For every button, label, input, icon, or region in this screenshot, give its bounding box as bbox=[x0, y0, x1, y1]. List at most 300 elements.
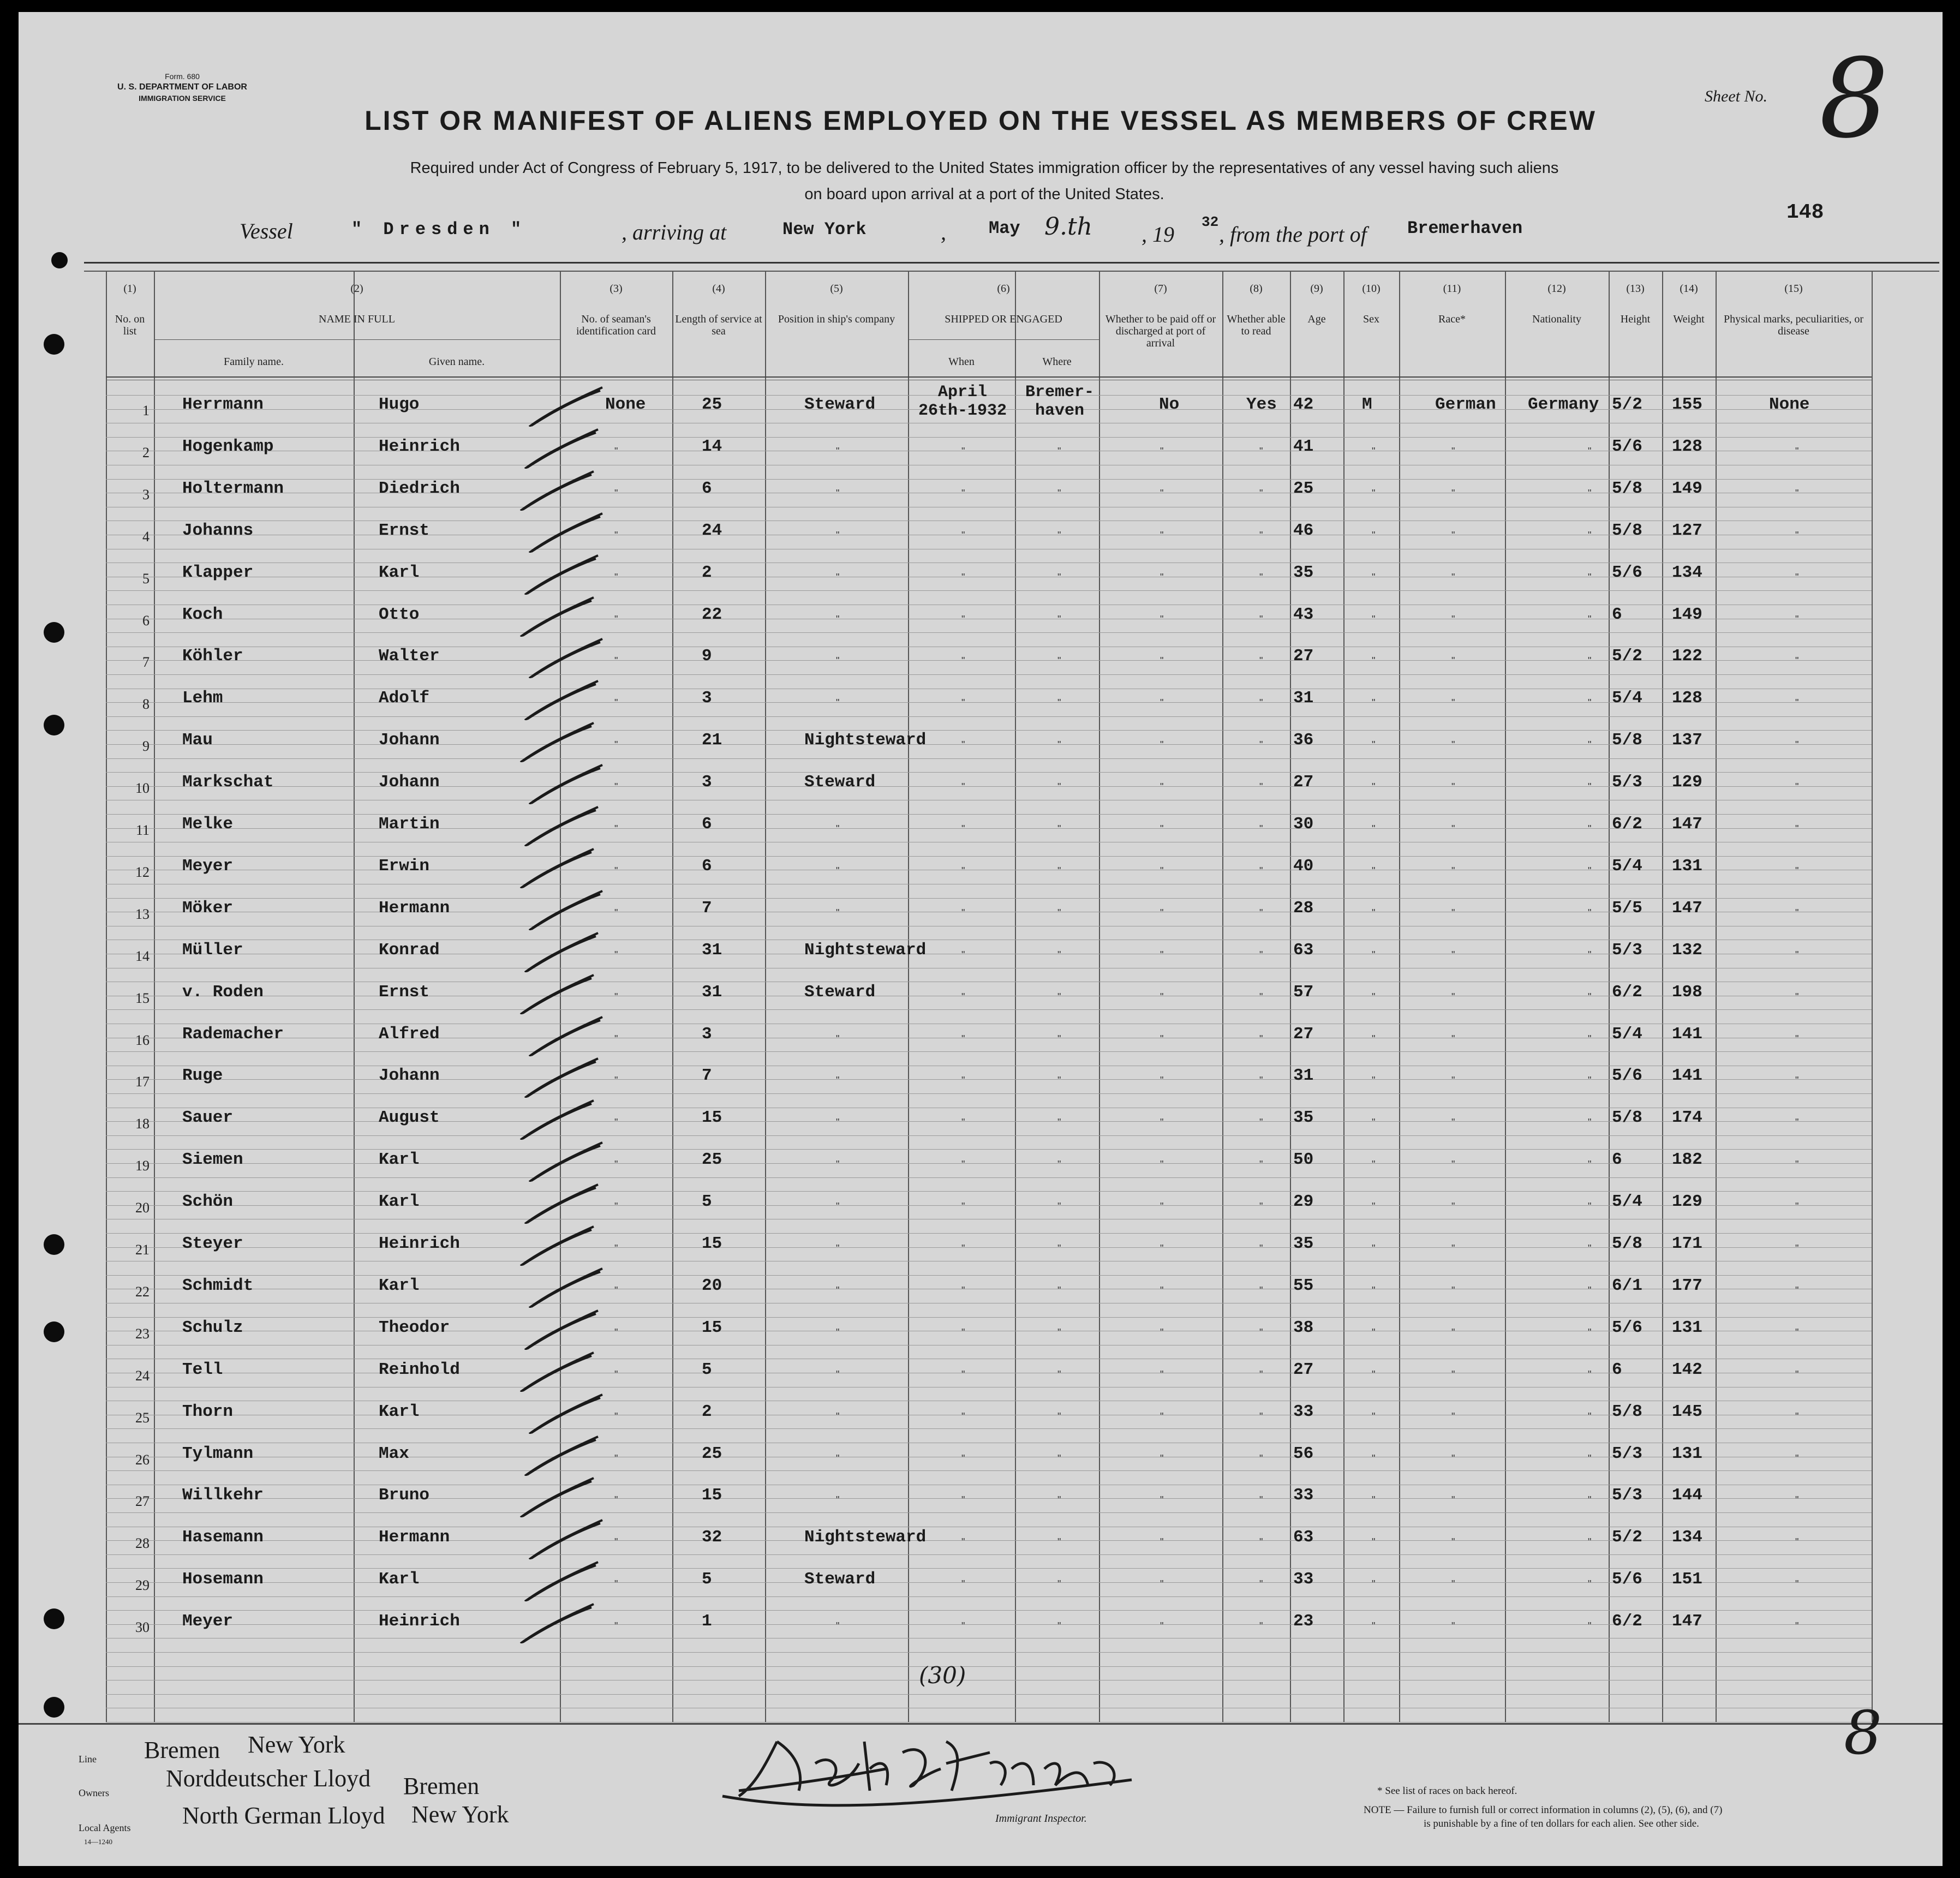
ditto-mark: " bbox=[1795, 697, 1799, 708]
inspector-label: Immigrant Inspector. bbox=[995, 1813, 1087, 1825]
cell-family: Hogenkamp bbox=[182, 437, 274, 456]
ditto-mark: " bbox=[1057, 1201, 1061, 1212]
ditto-mark: " bbox=[1795, 1369, 1799, 1380]
row-number: 10 bbox=[135, 780, 150, 796]
cell-height: 5/5 bbox=[1612, 899, 1642, 918]
cell-service: 3 bbox=[702, 1025, 712, 1044]
row-number: 13 bbox=[135, 906, 150, 922]
ditto-mark: " bbox=[1588, 1494, 1592, 1505]
cell-family: Sauer bbox=[182, 1108, 234, 1127]
check-mark bbox=[526, 1516, 608, 1559]
ditto-mark: " bbox=[1160, 1411, 1164, 1422]
cell-family: Meyer bbox=[182, 1612, 234, 1631]
cell-weight: 151 bbox=[1672, 1570, 1702, 1589]
ditto-mark: " bbox=[836, 1494, 840, 1505]
ditto-mark: " bbox=[961, 949, 965, 960]
ditto-mark: " bbox=[1372, 1578, 1376, 1589]
check-mark bbox=[522, 425, 603, 469]
column-rule bbox=[154, 272, 155, 1722]
cell-weight: 129 bbox=[1672, 773, 1702, 792]
cell-age: 43 bbox=[1293, 605, 1314, 624]
ditto-mark: " bbox=[961, 530, 965, 541]
ditto-mark: " bbox=[1795, 530, 1799, 541]
row-number: 3 bbox=[142, 487, 150, 503]
column-number: (6) bbox=[997, 283, 1010, 295]
ruled-line bbox=[106, 1317, 1872, 1318]
cell-weight: 141 bbox=[1672, 1066, 1702, 1085]
ditto-mark: " bbox=[1795, 1578, 1799, 1589]
cell-card: None bbox=[605, 395, 646, 414]
ditto-mark: " bbox=[1372, 1620, 1376, 1631]
cell-weight: 131 bbox=[1672, 1444, 1702, 1463]
ditto-mark: " bbox=[1372, 739, 1376, 750]
ditto-mark: " bbox=[1057, 1243, 1061, 1254]
ruled-line bbox=[106, 828, 1872, 829]
check-mark bbox=[526, 1390, 608, 1434]
cell-service: 5 bbox=[702, 1192, 712, 1211]
cell-family: Holtermann bbox=[182, 479, 284, 498]
cell-paid_off: No bbox=[1159, 395, 1180, 414]
ditto-mark: " bbox=[1795, 572, 1799, 583]
ditto-mark: " bbox=[1451, 1620, 1455, 1631]
ditto-mark: " bbox=[836, 1285, 840, 1296]
ditto-mark: " bbox=[1588, 949, 1592, 960]
ditto-mark: " bbox=[836, 1033, 840, 1044]
punch-hole bbox=[44, 334, 64, 355]
ditto-mark: " bbox=[1057, 488, 1061, 499]
cell-read: Yes bbox=[1246, 395, 1277, 414]
column-header: Weight bbox=[1673, 313, 1705, 325]
row-number: 21 bbox=[135, 1242, 150, 1258]
ditto-mark: " bbox=[1259, 1327, 1263, 1338]
ditto-mark: " bbox=[1372, 1033, 1376, 1044]
cell-age: 28 bbox=[1293, 899, 1314, 918]
ditto-mark: " bbox=[1160, 1536, 1164, 1547]
cell-weight: 122 bbox=[1672, 647, 1702, 666]
ditto-mark: " bbox=[1451, 823, 1455, 834]
ditto-mark: " bbox=[961, 1536, 965, 1547]
cell-given: Walter bbox=[379, 647, 440, 666]
ditto-mark: " bbox=[1160, 1159, 1164, 1170]
cell-given: Hermann bbox=[379, 899, 450, 918]
ditto-mark: " bbox=[1160, 1494, 1164, 1505]
ditto-mark: " bbox=[614, 1201, 618, 1212]
ruled-line bbox=[106, 1582, 1872, 1583]
ditto-mark: " bbox=[961, 1033, 965, 1044]
cell-age: 27 bbox=[1293, 1360, 1314, 1379]
cell-nationality: Germany bbox=[1528, 395, 1599, 414]
ditto-mark: " bbox=[1057, 1536, 1061, 1547]
sheet-no-label: Sheet No. bbox=[1705, 87, 1767, 105]
column-subheader: Given name. bbox=[428, 356, 485, 368]
column-rule bbox=[1099, 272, 1100, 1722]
check-mark bbox=[517, 1474, 599, 1517]
ruled-line bbox=[106, 1275, 1872, 1276]
cell-given: Reinhold bbox=[379, 1360, 460, 1379]
column-header: Whether able to read bbox=[1227, 313, 1286, 337]
ditto-mark: " bbox=[1259, 1159, 1263, 1170]
check-mark bbox=[522, 551, 603, 595]
ruled-line bbox=[106, 1163, 1872, 1164]
ditto-mark: " bbox=[1451, 697, 1455, 708]
cell-given: Bruno bbox=[379, 1486, 430, 1505]
ditto-mark: " bbox=[1451, 1411, 1455, 1422]
ruled-line bbox=[106, 1079, 1872, 1080]
ditto-mark: " bbox=[961, 1117, 965, 1128]
cell-service: 15 bbox=[702, 1234, 722, 1253]
ditto-mark: " bbox=[1259, 1075, 1263, 1086]
ditto-mark: " bbox=[1160, 1033, 1164, 1044]
ruled-line bbox=[106, 856, 1872, 857]
ditto-mark: " bbox=[836, 823, 840, 834]
ditto-mark: " bbox=[961, 907, 965, 918]
ruled-line bbox=[106, 1191, 1872, 1192]
cell-age: 33 bbox=[1293, 1570, 1314, 1589]
cell-family: Siemen bbox=[182, 1150, 243, 1169]
ditto-mark: " bbox=[1588, 488, 1592, 499]
line-destination: New York bbox=[248, 1731, 345, 1758]
cell-height: 5/3 bbox=[1612, 773, 1642, 792]
ditto-mark: " bbox=[1451, 949, 1455, 960]
cell-position: Steward bbox=[804, 773, 876, 792]
column-rule bbox=[354, 272, 355, 1722]
cell-family: Hosemann bbox=[182, 1570, 264, 1589]
ditto-mark: " bbox=[836, 655, 840, 666]
ditto-mark: " bbox=[614, 1536, 618, 1547]
column-rule bbox=[672, 272, 673, 1722]
arrival-month: May bbox=[989, 218, 1020, 238]
cell-age: 31 bbox=[1293, 689, 1314, 708]
ditto-mark: " bbox=[836, 614, 840, 625]
row-number: 17 bbox=[135, 1074, 150, 1090]
cell-age: 35 bbox=[1293, 1108, 1314, 1127]
check-mark bbox=[522, 1180, 603, 1224]
sheet-number-footer: 8 bbox=[1844, 1698, 1882, 1768]
ditto-mark: " bbox=[614, 697, 618, 708]
ditto-mark: " bbox=[1795, 907, 1799, 918]
check-mark bbox=[517, 845, 599, 888]
cell-given: Heinrich bbox=[379, 1234, 460, 1253]
ditto-mark: " bbox=[1588, 1243, 1592, 1254]
ditto-mark: " bbox=[1451, 655, 1455, 666]
column-rule bbox=[1505, 272, 1506, 1722]
service: IMMIGRATION SERVICE bbox=[139, 94, 226, 103]
ditto-mark: " bbox=[1372, 949, 1376, 960]
ditto-mark: " bbox=[1057, 614, 1061, 625]
ditto-mark: " bbox=[614, 655, 618, 666]
column-number: (4) bbox=[712, 283, 725, 295]
arriving-label: , arriving at bbox=[622, 220, 727, 244]
cell-given: Heinrich bbox=[379, 437, 460, 456]
cell-position: Nightsteward bbox=[804, 1528, 927, 1547]
check-mark bbox=[526, 761, 608, 804]
ditto-mark: " bbox=[1588, 1075, 1592, 1086]
cell-given: Karl bbox=[379, 1276, 420, 1295]
cell-age: 41 bbox=[1293, 437, 1314, 456]
ditto-mark: " bbox=[961, 1369, 965, 1380]
row-number: 27 bbox=[135, 1493, 150, 1509]
row-number: 1 bbox=[142, 403, 150, 418]
ditto-mark: " bbox=[1160, 907, 1164, 918]
cell-given: Karl bbox=[379, 1192, 420, 1211]
cell-given: Hugo bbox=[379, 395, 420, 414]
ditto-mark: " bbox=[1057, 991, 1061, 1002]
cell-height: 5/8 bbox=[1612, 1402, 1642, 1421]
ditto-mark: " bbox=[1451, 614, 1455, 625]
column-header: Age bbox=[1307, 313, 1326, 325]
ditto-mark: " bbox=[1160, 1243, 1164, 1254]
ditto-mark: " bbox=[1259, 614, 1263, 625]
ditto-mark: " bbox=[1259, 488, 1263, 499]
cell-height: 5/4 bbox=[1612, 1025, 1642, 1044]
ditto-mark: " bbox=[1259, 1578, 1263, 1589]
ditto-mark: " bbox=[1057, 1620, 1061, 1631]
ditto-mark: " bbox=[1160, 530, 1164, 541]
cell-given: Ernst bbox=[379, 983, 430, 1002]
ditto-mark: " bbox=[1795, 1117, 1799, 1128]
ditto-mark: " bbox=[1795, 949, 1799, 960]
ditto-mark: " bbox=[961, 1578, 965, 1589]
cell-height: 5/4 bbox=[1612, 1192, 1642, 1211]
year-prefix: , 19 bbox=[1142, 222, 1174, 247]
ditto-mark: " bbox=[1160, 739, 1164, 750]
ruled-line bbox=[106, 786, 1872, 787]
column-number: (9) bbox=[1310, 283, 1323, 295]
ditto-mark: " bbox=[1259, 530, 1263, 541]
ditto-mark: " bbox=[961, 1620, 965, 1631]
row-number: 12 bbox=[135, 864, 150, 880]
subtitle-line-1: Required under Act of Congress of February 5, 1917, to be delivered to the United States immigration officer by the representatives of any vessel having such aliens bbox=[410, 159, 1559, 177]
column-rule bbox=[1872, 272, 1873, 1722]
ditto-mark: " bbox=[1259, 781, 1263, 792]
row-number: 28 bbox=[135, 1535, 150, 1551]
row-number: 24 bbox=[135, 1368, 150, 1384]
ditto-mark: " bbox=[1160, 488, 1164, 499]
ditto-mark: " bbox=[1057, 655, 1061, 666]
ditto-mark: " bbox=[836, 1327, 840, 1338]
cell-service: 6 bbox=[702, 857, 712, 876]
cell-given: Karl bbox=[379, 563, 420, 582]
ruled-line bbox=[106, 1694, 1872, 1695]
cell-marks: None bbox=[1769, 395, 1810, 414]
ditto-mark: " bbox=[1259, 1620, 1263, 1631]
cell-height: 5/6 bbox=[1612, 437, 1642, 456]
column-number: (2) bbox=[350, 283, 363, 295]
ditto-mark: " bbox=[836, 1369, 840, 1380]
ruled-line bbox=[106, 702, 1872, 703]
arrival-day: 9.th bbox=[1044, 213, 1092, 241]
cell-height: 5/6 bbox=[1612, 1066, 1642, 1085]
ditto-mark: " bbox=[961, 1411, 965, 1422]
ditto-mark: " bbox=[1795, 614, 1799, 625]
ditto-mark: " bbox=[836, 530, 840, 541]
check-mark bbox=[517, 1348, 599, 1392]
cell-position: Steward bbox=[804, 1570, 876, 1589]
ditto-mark: " bbox=[1160, 865, 1164, 876]
cell-weight: 142 bbox=[1672, 1360, 1702, 1379]
ditto-mark: " bbox=[1160, 991, 1164, 1002]
ruled-line bbox=[106, 1610, 1872, 1611]
ditto-mark: " bbox=[836, 1075, 840, 1086]
ditto-mark: " bbox=[1588, 1411, 1592, 1422]
cell-given: Heinrich bbox=[379, 1612, 460, 1631]
ditto-mark: " bbox=[1588, 1453, 1592, 1464]
cell-weight: 128 bbox=[1672, 689, 1702, 708]
column-number: (10) bbox=[1362, 283, 1381, 295]
ditto-mark: " bbox=[1372, 781, 1376, 792]
cell-service: 6 bbox=[702, 479, 712, 498]
cell-weight: 171 bbox=[1672, 1234, 1702, 1253]
ditto-mark: " bbox=[1259, 446, 1263, 457]
cell-family: Mau bbox=[182, 731, 213, 750]
ditto-mark: " bbox=[961, 1285, 965, 1296]
check-mark bbox=[517, 719, 599, 762]
cell-height: 5/8 bbox=[1612, 731, 1642, 750]
ditto-mark: " bbox=[1259, 1536, 1263, 1547]
page-subtitle bbox=[248, 155, 1721, 207]
ditto-mark: " bbox=[1259, 572, 1263, 583]
cell-family: Steyer bbox=[182, 1234, 243, 1253]
ditto-mark: " bbox=[1795, 488, 1799, 499]
check-mark bbox=[517, 1600, 599, 1643]
column-rule bbox=[1399, 272, 1400, 1722]
ditto-mark: " bbox=[961, 655, 965, 666]
check-mark bbox=[517, 971, 599, 1014]
cell-height: 5/3 bbox=[1612, 941, 1642, 960]
cell-height: 6/2 bbox=[1612, 815, 1642, 834]
ditto-mark: " bbox=[961, 781, 965, 792]
ditto-mark: " bbox=[1372, 1159, 1376, 1170]
arrival-port: New York bbox=[782, 219, 867, 240]
ruled-line bbox=[106, 1135, 1872, 1136]
ditto-mark: " bbox=[1588, 1117, 1592, 1128]
cell-family: Müller bbox=[182, 941, 243, 960]
ditto-mark: " bbox=[1057, 572, 1061, 583]
cell-family: Koch bbox=[182, 605, 223, 624]
ditto-mark: " bbox=[1451, 1327, 1455, 1338]
cell-given: Otto bbox=[379, 605, 420, 624]
ditto-mark: " bbox=[1451, 1369, 1455, 1380]
fine-note-line-2: is punishable by a fine of ten dollars for each alien. See other side. bbox=[1424, 1818, 1699, 1829]
column-number: (1) bbox=[123, 283, 136, 295]
cell-age: 63 bbox=[1293, 1528, 1314, 1547]
cell-given: Erwin bbox=[379, 857, 430, 876]
cell-given: Max bbox=[379, 1444, 409, 1463]
ditto-mark: " bbox=[1160, 949, 1164, 960]
ditto-mark: " bbox=[614, 614, 618, 625]
ditto-mark: " bbox=[836, 446, 840, 457]
ditto-mark: " bbox=[1372, 614, 1376, 625]
ditto-mark: " bbox=[1372, 1117, 1376, 1128]
column-number: (15) bbox=[1784, 283, 1803, 295]
ditto-mark: " bbox=[961, 739, 965, 750]
ditto-mark: " bbox=[1451, 1453, 1455, 1464]
ditto-mark: " bbox=[1057, 1578, 1061, 1589]
cell-service: 25 bbox=[702, 395, 722, 414]
ditto-mark: " bbox=[1451, 1536, 1455, 1547]
ditto-mark: " bbox=[1057, 949, 1061, 960]
ditto-mark: " bbox=[961, 572, 965, 583]
ditto-mark: " bbox=[1795, 1285, 1799, 1296]
ditto-mark: " bbox=[1372, 1327, 1376, 1338]
ditto-mark: " bbox=[614, 1620, 618, 1631]
ruled-line bbox=[106, 1722, 1872, 1723]
ditto-mark: " bbox=[614, 1369, 618, 1380]
cell-service: 20 bbox=[702, 1276, 722, 1295]
ditto-mark: " bbox=[1372, 823, 1376, 834]
cell-height: 5/3 bbox=[1612, 1486, 1642, 1505]
form-number: Form. 680 bbox=[165, 72, 200, 81]
cell-service: 7 bbox=[702, 1066, 712, 1085]
ditto-mark: " bbox=[614, 823, 618, 834]
row-number: 14 bbox=[135, 948, 150, 964]
ditto-mark: " bbox=[961, 488, 965, 499]
ditto-mark: " bbox=[1451, 1159, 1455, 1170]
ditto-mark: " bbox=[1588, 530, 1592, 541]
ditto-mark: " bbox=[1057, 530, 1061, 541]
subheader-rule bbox=[908, 339, 1099, 340]
ditto-mark: " bbox=[1057, 907, 1061, 918]
check-mark bbox=[522, 1054, 603, 1098]
ditto-mark: " bbox=[1588, 1536, 1592, 1547]
cell-family: Hasemann bbox=[182, 1528, 264, 1547]
cell-height: 5/2 bbox=[1612, 647, 1642, 666]
ditto-mark: " bbox=[614, 1033, 618, 1044]
cell-weight: 174 bbox=[1672, 1108, 1702, 1127]
ruled-line bbox=[106, 1540, 1872, 1541]
check-mark bbox=[526, 635, 608, 678]
cell-given: Hermann bbox=[379, 1528, 450, 1547]
ditto-mark: " bbox=[1057, 1453, 1061, 1464]
cell-service: 31 bbox=[702, 941, 722, 960]
cell-height: 5/2 bbox=[1612, 1528, 1642, 1547]
column-header: Length of service at sea bbox=[675, 313, 762, 337]
cell-weight: 127 bbox=[1672, 521, 1702, 540]
ruled-line bbox=[106, 898, 1872, 899]
ditto-mark: " bbox=[1259, 1369, 1263, 1380]
cell-weight: 141 bbox=[1672, 1025, 1702, 1044]
column-rule bbox=[106, 272, 107, 1722]
ditto-mark: " bbox=[1795, 1536, 1799, 1547]
page-title: LIST OR MANIFEST OF ALIENS EMPLOYED ON THE VESSEL AS MEMBERS OF CREW bbox=[364, 105, 1597, 136]
ditto-mark: " bbox=[614, 1578, 618, 1589]
ditto-mark: " bbox=[1057, 1285, 1061, 1296]
form-code: 14—1240 bbox=[84, 1838, 112, 1846]
cell-height: 6 bbox=[1612, 1360, 1622, 1379]
check-mark bbox=[522, 803, 603, 846]
ditto-mark: " bbox=[1795, 446, 1799, 457]
cell-family: Köhler bbox=[182, 647, 243, 666]
ditto-mark: " bbox=[614, 949, 618, 960]
column-number: (8) bbox=[1250, 283, 1263, 295]
ditto-mark: " bbox=[1588, 614, 1592, 625]
ditto-mark: " bbox=[1160, 1369, 1164, 1380]
ditto-mark: " bbox=[1259, 949, 1263, 960]
row-number: 2 bbox=[142, 445, 150, 460]
subheader-rule bbox=[154, 339, 560, 340]
ditto-mark: " bbox=[961, 1327, 965, 1338]
cell-age: 25 bbox=[1293, 479, 1314, 498]
cell-age: 27 bbox=[1293, 1025, 1314, 1044]
ditto-mark: " bbox=[614, 488, 618, 499]
cell-service: 2 bbox=[702, 1402, 712, 1421]
vessel-label: Vessel bbox=[240, 219, 293, 243]
ditto-mark: " bbox=[614, 530, 618, 541]
ditto-mark: " bbox=[614, 1411, 618, 1422]
ditto-mark: " bbox=[1160, 1117, 1164, 1128]
ditto-mark: " bbox=[1057, 823, 1061, 834]
ditto-mark: " bbox=[836, 1159, 840, 1170]
